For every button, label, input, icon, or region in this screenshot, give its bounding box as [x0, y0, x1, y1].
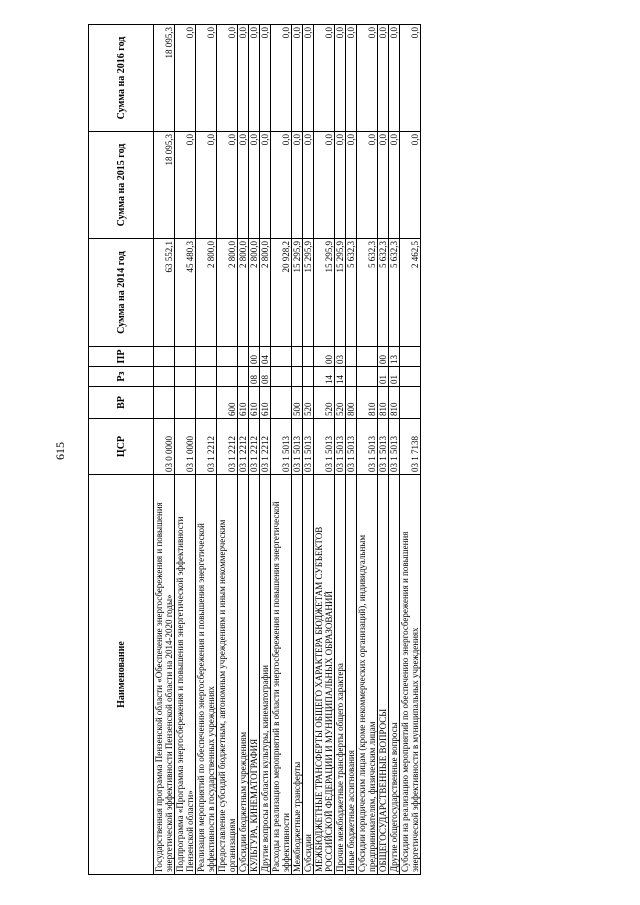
cell-sum-2014: 15 295,9 [335, 239, 346, 347]
cell-name: Другие общегосударственные вопросы [389, 475, 400, 875]
cell-vr: 500 [292, 387, 303, 419]
cell-pr [292, 347, 303, 367]
table-row [357, 25, 378, 875]
cell-pr: 00 [314, 347, 335, 367]
header-sum-2016: Сумма на 2016 год [89, 25, 154, 132]
cell-csr: 03 1 2212 [249, 419, 260, 475]
cell-rz [303, 367, 314, 387]
cell-csr: 03 1 5013 [303, 419, 314, 475]
cell-vr: 810 [357, 387, 378, 419]
cell-pr [175, 347, 196, 367]
cell-sum-2016: 0,0 [389, 25, 400, 132]
rotated-table-container [88, 25, 555, 875]
cell-vr: 520 [335, 387, 346, 419]
cell-rz: 08 [260, 367, 271, 387]
cell-vr: 610 [249, 387, 260, 419]
cell-vr: 610 [260, 387, 271, 419]
cell-pr [154, 347, 175, 367]
cell-sum-2015: 0,0 [249, 132, 260, 239]
cell-sum-2016: 0,0 [400, 25, 421, 132]
cell-csr: 03 1 5013 [357, 419, 378, 475]
cell-csr: 03 1 5013 [335, 419, 346, 475]
table-row [175, 25, 196, 875]
cell-vr [400, 387, 421, 419]
cell-pr [271, 347, 292, 367]
cell-sum-2016: 0,0 [238, 25, 249, 132]
cell-csr: 03 1 5013 [271, 419, 292, 475]
cell-name: Подпрограмма «Программа энергосбережения и повышения энергетической эффективности Пензенской области» [175, 475, 196, 875]
cell-vr [196, 387, 217, 419]
header-sum-2014: Сумма на 2014 год [89, 239, 154, 347]
cell-vr: 600 [217, 387, 238, 419]
table-row [335, 25, 346, 875]
cell-sum-2016: 0,0 [314, 25, 335, 132]
table-header-row [89, 25, 154, 875]
cell-sum-2015: 0,0 [196, 132, 217, 239]
cell-sum-2014: 63 552,1 [154, 239, 175, 347]
cell-csr: 03 1 2212 [238, 419, 249, 475]
cell-rz: 01 [389, 367, 400, 387]
cell-csr: 03 1 2212 [196, 419, 217, 475]
cell-sum-2016: 0,0 [303, 25, 314, 132]
cell-sum-2014: 15 295,9 [314, 239, 335, 347]
cell-sum-2014: 5 632,3 [378, 239, 389, 347]
cell-name: Государственная программа Пензенской области «Обеспечение энергосбережения и повышения энергетической эффективности Пензенской области на 2014-2020 годы» [154, 475, 175, 875]
table-row [154, 25, 175, 875]
cell-rz: 14 [314, 367, 335, 387]
cell-sum-2016: 0,0 [346, 25, 357, 132]
table-row [249, 25, 260, 875]
cell-sum-2014: 5 632,3 [357, 239, 378, 347]
header-csr: ЦСР [89, 419, 154, 475]
cell-sum-2015: 18 095,3 [154, 132, 175, 239]
cell-sum-2015: 0,0 [303, 132, 314, 239]
table-row [400, 25, 421, 875]
cell-rz [400, 367, 421, 387]
cell-pr: 00 [249, 347, 260, 367]
cell-pr: 13 [389, 347, 400, 367]
cell-vr [154, 387, 175, 419]
cell-rz: 01 [378, 367, 389, 387]
cell-sum-2015: 0,0 [260, 132, 271, 239]
header-rz: Рз [89, 367, 154, 387]
cell-sum-2014: 45 480,3 [175, 239, 196, 347]
cell-sum-2014: 5 632,3 [389, 239, 400, 347]
cell-sum-2015: 0,0 [357, 132, 378, 239]
cell-rz [346, 367, 357, 387]
table-row [260, 25, 271, 875]
cell-sum-2015: 0,0 [238, 132, 249, 239]
cell-sum-2014: 2 800,0 [238, 239, 249, 347]
cell-sum-2015: 0,0 [175, 132, 196, 239]
table-row [238, 25, 249, 875]
cell-name: Субсидии бюджетным учреждениям [238, 475, 249, 875]
cell-pr: 04 [260, 347, 271, 367]
cell-vr: 810 [389, 387, 400, 419]
cell-name: Субсидии [303, 475, 314, 875]
cell-sum-2016: 0,0 [260, 25, 271, 132]
table-row [292, 25, 303, 875]
cell-csr: 03 1 5013 [292, 419, 303, 475]
cell-pr [303, 347, 314, 367]
cell-csr: 03 1 2212 [260, 419, 271, 475]
cell-name: Прочие межбюджетные трансферты общего характера [335, 475, 346, 875]
cell-name: ОБЩЕГОСУДАРСТВЕННЫЕ ВОПРОСЫ [378, 475, 389, 875]
cell-sum-2015: 0,0 [271, 132, 292, 239]
cell-rz [217, 367, 238, 387]
cell-sum-2014: 2 800,0 [196, 239, 217, 347]
cell-name: Субсидии на реализацию мероприятий по обеспечению энергосбережения и повышения энергетической эффективности в муниципальных учреждениях [400, 475, 421, 875]
cell-sum-2015: 0,0 [378, 132, 389, 239]
table-row [217, 25, 238, 875]
cell-sum-2015: 0,0 [292, 132, 303, 239]
cell-name: Субсидии юридическим лицам (кроме некоммерческих организаций), индивидуальным предпринимателям, физическим лицам [357, 475, 378, 875]
cell-pr [217, 347, 238, 367]
cell-csr: 03 1 7138 [400, 419, 421, 475]
cell-rz [357, 367, 378, 387]
table-row [271, 25, 292, 875]
table-row [314, 25, 335, 875]
cell-rz [154, 367, 175, 387]
cell-sum-2016: 0,0 [217, 25, 238, 132]
budget-table [88, 24, 421, 875]
cell-rz [196, 367, 217, 387]
cell-csr: 03 1 5013 [346, 419, 357, 475]
cell-sum-2016: 0,0 [249, 25, 260, 132]
cell-sum-2015: 0,0 [314, 132, 335, 239]
cell-vr [175, 387, 196, 419]
cell-sum-2016: 0,0 [378, 25, 389, 132]
cell-sum-2015: 0,0 [335, 132, 346, 239]
cell-sum-2014: 2 800,0 [260, 239, 271, 347]
cell-sum-2016: 0,0 [357, 25, 378, 132]
cell-sum-2016: 0,0 [175, 25, 196, 132]
cell-vr: 810 [378, 387, 389, 419]
cell-csr: 03 0 0000 [154, 419, 175, 475]
cell-rz [175, 367, 196, 387]
cell-sum-2015: 0,0 [217, 132, 238, 239]
cell-sum-2014: 2 800,0 [249, 239, 260, 347]
cell-sum-2016: 0,0 [335, 25, 346, 132]
cell-name: МЕЖБЮДЖЕТНЫЕ ТРАНСФЕРТЫ ОБЩЕГО ХАРАКТЕРА БЮДЖЕТАМ СУБЪЕКТОВ РОССИЙСКОЙ ФЕДЕРАЦИИ И МУНИЦИПАЛЬНЫХ ОБРАЗОВАНИЙ [314, 475, 335, 875]
header-vr: ВР [89, 387, 154, 419]
cell-csr: 03 1 5013 [314, 419, 335, 475]
cell-name: Предоставление субсидий бюджетным, автономным учреждениям и иным некоммерческим организациям [217, 475, 238, 875]
table-row [303, 25, 314, 875]
cell-csr: 03 1 5013 [378, 419, 389, 475]
table-body [154, 25, 421, 875]
cell-csr: 03 1 2212 [217, 419, 238, 475]
cell-vr: 800 [346, 387, 357, 419]
cell-sum-2016: 0,0 [292, 25, 303, 132]
cell-sum-2015: 0,0 [389, 132, 400, 239]
cell-name: Другие вопросы в области культуры, кинематографии [260, 475, 271, 875]
cell-name: КУЛЬТУРА, КИНЕМАТОГРАФИЯ [249, 475, 260, 875]
cell-rz: 14 [335, 367, 346, 387]
cell-csr: 03 1 5013 [389, 419, 400, 475]
page-number: 615 [53, 442, 67, 460]
cell-pr: 00 [378, 347, 389, 367]
cell-sum-2014: 20 928,2 [271, 239, 292, 347]
table-row [378, 25, 389, 875]
cell-pr: 03 [335, 347, 346, 367]
table-row [196, 25, 217, 875]
cell-pr [346, 347, 357, 367]
cell-name: Реализация мероприятий по обеспечению энергосбережения и повышения энергетической эффективности в государственных учреждениях [196, 475, 217, 875]
header-sum-2015: Сумма на 2015 год [89, 132, 154, 239]
cell-sum-2016: 0,0 [271, 25, 292, 132]
header-name: Наименование [89, 475, 154, 875]
cell-rz: 08 [249, 367, 260, 387]
cell-sum-2016: 0,0 [196, 25, 217, 132]
cell-sum-2014: 2 462,5 [400, 239, 421, 347]
table-row [389, 25, 400, 875]
cell-pr [400, 347, 421, 367]
cell-vr: 610 [238, 387, 249, 419]
cell-name: Расходы на реализацию мероприятий в области энергосбережения и повышения энергетической эффективности [271, 475, 292, 875]
cell-rz [271, 367, 292, 387]
cell-rz [238, 367, 249, 387]
cell-sum-2014: 15 295,9 [292, 239, 303, 347]
cell-pr [196, 347, 217, 367]
cell-sum-2015: 0,0 [400, 132, 421, 239]
cell-sum-2014: 5 632,3 [346, 239, 357, 347]
cell-name: Межбюджетные трансферты [292, 475, 303, 875]
cell-sum-2015: 0,0 [346, 132, 357, 239]
cell-sum-2016: 18 095,3 [154, 25, 175, 132]
cell-pr [238, 347, 249, 367]
cell-rz [292, 367, 303, 387]
cell-sum-2014: 2 800,0 [217, 239, 238, 347]
table-row [346, 25, 357, 875]
cell-sum-2014: 15 295,9 [303, 239, 314, 347]
cell-name: Иные бюджетные ассигнования [346, 475, 357, 875]
cell-csr: 03 1 0000 [175, 419, 196, 475]
cell-vr: 520 [314, 387, 335, 419]
cell-vr [271, 387, 292, 419]
cell-vr: 520 [303, 387, 314, 419]
cell-pr [357, 347, 378, 367]
header-pr: ПР [89, 347, 154, 367]
